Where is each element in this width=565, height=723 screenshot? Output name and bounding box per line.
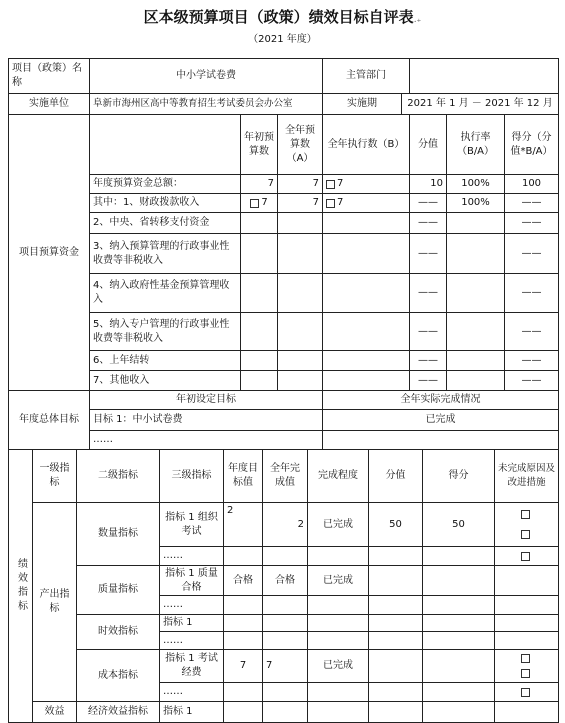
checkbox-icon xyxy=(326,180,335,189)
period-label: 实施期 xyxy=(322,93,402,115)
perf-header-lvl1: 一级指标 xyxy=(32,449,77,503)
budget-section-label: 项目预算资金 xyxy=(8,114,90,391)
budget-header-executed: 全年执行数（B） xyxy=(322,114,410,175)
checkbox-icon xyxy=(521,669,530,678)
perf-header-lvl2: 二级指标 xyxy=(76,449,160,503)
project-label: 项目（政策）名称 xyxy=(8,58,90,94)
overall-more-done xyxy=(322,430,559,450)
perf-header-target: 年度目标值 xyxy=(223,449,263,503)
dept-value xyxy=(409,58,559,94)
checkbox-icon xyxy=(250,199,259,208)
budget-header-points: 得分（分值*B/A） xyxy=(504,114,559,175)
perf-header-score: 分值 xyxy=(368,449,423,503)
overall-more: …… xyxy=(89,430,323,450)
overall-target-1: 目标 1：中小试卷费 xyxy=(89,409,323,431)
unit-value: 阜新市海州区高中等教育招生考试委员会办公室 xyxy=(89,93,323,115)
budget-header-blank xyxy=(89,114,241,175)
perf-header-degree: 完成程度 xyxy=(307,449,369,503)
overall-done-1: 已完成 xyxy=(322,409,559,431)
perf-header-actual: 全年完成值 xyxy=(262,449,308,503)
perf-cost-label: 成本指标 xyxy=(76,649,160,702)
perf-quantity-label: 数量指标 xyxy=(76,502,160,566)
year-subtitle: （2021 年度） xyxy=(248,34,317,45)
perf-header-points: 得分 xyxy=(422,449,495,503)
project-value: 中小学试卷费 xyxy=(89,58,323,94)
checkbox-icon xyxy=(521,688,530,697)
perf-time-label: 时效指标 xyxy=(76,614,160,650)
overall-label: 年度总体目标 xyxy=(8,390,90,450)
unit-label: 实施单位 xyxy=(8,93,90,115)
checkbox-icon xyxy=(521,510,530,519)
perf-header-lvl3: 三级指标 xyxy=(159,449,224,503)
perf-side-label: 绩效指标 xyxy=(8,449,33,723)
budget-header-annual: 全年预算数（A） xyxy=(277,114,323,175)
perf-quality-label: 质量指标 xyxy=(76,565,160,615)
perf-effect-label: 效益 xyxy=(32,701,77,723)
budget-header-initial: 年初预算数 xyxy=(240,114,278,175)
perf-header-reason: 未完成原因及改进措施 xyxy=(494,449,559,503)
page-title: 区本级预算项目（政策）绩效目标自评表.₊ xyxy=(143,8,422,26)
perf-output-label: 产出指标 xyxy=(32,502,77,702)
dept-label: 主管部门 xyxy=(322,58,410,94)
budget-header-score: 分值 xyxy=(409,114,447,175)
budget-header-rate: 执行率（B/A） xyxy=(446,114,505,175)
overall-set-header: 年初设定目标 xyxy=(89,390,323,410)
overall-done-header: 全年实际完成情况 xyxy=(322,390,559,410)
period-value: 2021 年 1 月 － 2021 年 12 月 xyxy=(401,93,559,115)
checkbox-icon xyxy=(521,552,530,561)
checkbox-icon xyxy=(521,530,530,539)
checkbox-icon xyxy=(326,199,335,208)
perf-econ-label: 经济效益指标 xyxy=(76,701,160,723)
checkbox-icon xyxy=(521,654,530,663)
